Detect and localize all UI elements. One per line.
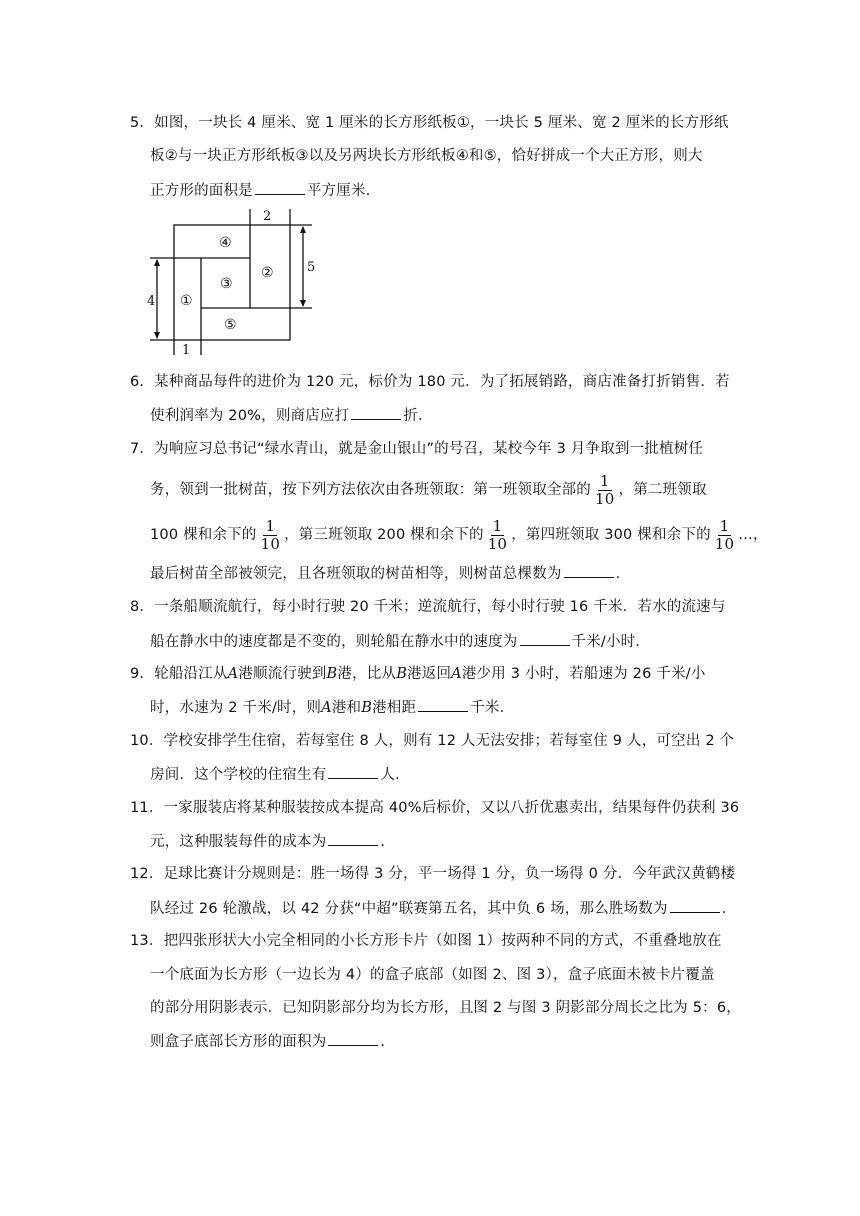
q12-text-2a: 队经过 26 轮激战，以 42 分获“中超”联赛第五名，其中负 6 场，那么胜场数为 [150,901,668,917]
q7-line-1 [130,439,703,459]
q11-number: 11． [130,800,164,816]
q7-text-3c: ，第四班领取 300 棵和余下的 [511,527,711,543]
q9-line-2 [150,697,514,718]
q11-line-1 [130,798,739,818]
q9-text-1e: 港少用 3 小时，若船速为 26 千米/小 [461,666,706,682]
q7-text-4b: ． [615,566,631,582]
q7-text-2b: ，第二班领取 [618,482,707,498]
q13-line-1 [130,931,722,951]
q5-figure [140,205,330,360]
q11-answer-blank[interactable] [328,831,378,846]
q5-figure-piece-1: ① [180,293,193,309]
q7-text-2a: 务，领到一批树苗，按下列方法依次由各班领取：第一班领取全部的 [150,482,591,498]
q5-line-3 [150,180,380,201]
q8-text-1: 一条船顺流航行，每小时行驶 20 千米；逆流航行，每小时行驶 16 千米．若水的流速与 [154,599,726,615]
q6-line-2 [150,405,433,426]
port-b-label: B [326,666,338,682]
q8-answer-blank[interactable] [520,631,570,646]
q13-line-4 [150,1031,395,1052]
q12-line-1 [130,864,735,884]
q6-text-2a: 使利润率为 20%，则商店应打 [150,408,350,424]
q13-text-3: 的部分用阴影表示．已知阴影部分均为长方形，且图 2 与图 3 阴影部分周长之比为 5：6， [150,1000,741,1016]
q9-text-2c: 港相距 [372,700,417,716]
q5-figure-label-left: 4 [147,294,156,309]
q7-fraction-4: $\frac{1}{10}$ [714,516,735,553]
q6-line-1 [130,372,730,392]
q9-line-1 [130,664,706,684]
q5-number: 5． [130,115,155,131]
q7-line-3 [150,515,768,555]
q7-text-3d: …， [738,527,768,543]
q6-number: 6． [130,374,155,390]
q9-text-1d: 港返回 [407,666,452,682]
q5-figure-piece-5: ⑤ [224,317,237,333]
q9-text-1c: 港，比从 [337,666,397,682]
q9-text-2b: 港和 [331,700,362,716]
q9-text-1b: 港顺流行驶到 [238,666,327,682]
q12-answer-blank[interactable] [670,898,720,913]
q6-text-2b: 折． [403,408,433,424]
q10-number: 10． [130,733,164,749]
port-b-label: B [361,700,373,716]
q8-line-2 [150,631,650,652]
q10-text-2a: 房间．这个学校的住宿生有 [150,767,327,783]
q6-text-1: 某种商品每件的进价为 120 元，标价为 180 元．为了拓展销路，商店准备打折销售．若 [154,374,730,390]
q7-line-2 [150,470,707,510]
q6-answer-blank[interactable] [351,405,401,420]
q10-text-2b: 人． [380,767,410,783]
q5-text-3b: 平方厘米． [306,183,381,199]
q11-text-1: 一家服装店将某种服装按成本提高 40%后标价，又以八折优惠卖出，结果每件仍获利 36 [163,800,740,816]
q7-text-3b: ，第三班领取 200 棵和余下的 [284,527,484,543]
q12-number: 12． [130,866,164,882]
q10-line-1 [130,731,734,751]
q11-text-2b: ． [380,834,396,850]
q13-text-1: 把四张形状大小完全相同的小长方形卡片（如图 1）按两种不同的方式，不重叠地放在 [163,933,722,949]
q12-text-1: 足球比赛计分规则是：胜一场得 3 分，平一场得 1 分，负一场得 0 分．今年武汉黄鹤楼 [163,866,736,882]
q11-text-2a: 元，这种服装每件的成本为 [150,834,327,850]
q9-text-2d: 千米． [470,700,515,716]
q7-answer-blank[interactable] [564,563,614,578]
q13-text-4b: ． [380,1034,396,1050]
q5-text-2: 板②与一块正方形纸板③以及另两块长方形纸板④和⑤，恰好拼成一个大正方形，则大 [150,148,703,164]
q8-line-1 [130,597,726,617]
q5-figure-piece-3: ③ [220,276,233,292]
q11-line-2 [150,831,395,852]
q8-number: 8． [130,599,155,615]
q13-number: 13． [130,933,164,949]
q7-line-4 [150,563,630,584]
q5-line-1 [130,113,729,133]
q7-fraction-2: $\frac{1}{10}$ [260,516,281,553]
q8-text-2b: 千米/小时． [571,634,651,650]
q5-answer-blank[interactable] [255,180,305,195]
q13-text-2: 一个底面为长方形（一边长为 4）的盒子底部（如图 2、图 3），盒子底面未被卡片覆盖 [150,967,715,983]
q5-text-3a: 正方形的面积是 [150,183,253,199]
q5-figure-piece-4: ④ [219,235,232,251]
q5-figure-label-top: 2 [263,209,272,224]
q7-text-4a: 最后树苗全部被领完，且各班领取的树苗相等，则树苗总棵数为 [150,566,562,582]
port-a-label: A [227,666,239,682]
q7-text-3a: 100 棵和余下的 [150,527,257,543]
q5-figure-label-bottom: 1 [182,343,191,358]
q9-text-2a: 时，水速为 2 千米/时，则 [150,700,322,716]
q13-text-4a: 则盒子底部长方形的面积为 [150,1034,327,1050]
q5-text-1: 如图，一块长 4 厘米、宽 1 厘米的长方形纸板①，一块长 5 厘米、宽 2 厘米的长方形纸 [154,115,729,131]
q9-answer-blank[interactable] [418,697,468,712]
port-a-label: A [451,666,462,682]
q13-answer-blank[interactable] [328,1031,378,1046]
q5-figure-label-right: 5 [307,260,316,275]
q9-text-1a: 轮船沿江从 [154,666,228,682]
port-b-label: B [396,666,408,682]
q7-fraction-3: $\frac{1}{10}$ [487,516,508,553]
q7-number: 7． [130,441,155,457]
q5-figure-piece-2: ② [261,265,274,281]
q7-fraction-1: $\frac{1}{10}$ [595,471,615,508]
q10-text-1: 学校安排学生住宿，若每室住 8 人，则有 12 人无法安排；若每室住 9 人，可空出 2 个 [163,733,735,749]
q8-text-2a: 船在静水中的速度都是不变的，则轮船在静水中的速度为 [150,634,518,650]
port-a-label: A [321,700,332,716]
q10-answer-blank[interactable] [328,764,378,779]
q10-line-2 [150,764,410,785]
q9-number: 9． [130,666,155,682]
q12-text-2b: ． [721,901,737,917]
q7-text-1: 为响应习总书记“绿水青山，就是金山银山”的号召，某校今年 3 月争取到一批植树任 [154,441,704,457]
q12-line-2 [150,898,736,919]
